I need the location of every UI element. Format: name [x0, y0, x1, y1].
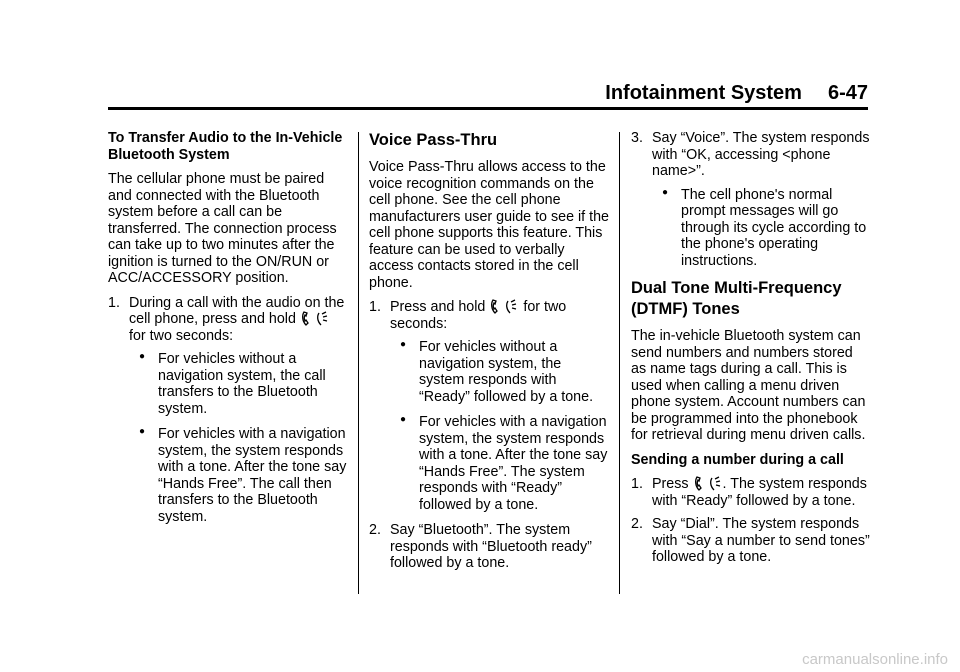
step-number: 2.	[631, 516, 643, 532]
bullet-text: For vehicles without a navigation system, the system responds with “Ready” followed by a tone.	[419, 339, 594, 405]
column-2	[369, 130, 609, 579]
voice-command-icon	[504, 299, 518, 315]
voice-command-icon	[708, 476, 722, 492]
page-header	[605, 82, 868, 105]
step-text: for two seconds:	[129, 327, 234, 344]
step-text: Say “Voice”. The system responds with “OK, accessing <phone name>”.	[652, 130, 870, 179]
bullet-dot: ●	[400, 414, 407, 425]
step-item	[631, 476, 871, 509]
column-1	[108, 130, 350, 534]
header-rule	[108, 107, 868, 110]
step-item	[369, 522, 609, 572]
column-divider-2	[619, 132, 620, 594]
watermark-text: carmanualsonline.info	[802, 651, 948, 668]
step-number: 1.	[369, 299, 381, 315]
bullet-text: For vehicles with a navigation system, the system responds with a tone. After the tone say “Hands Free”. The call then transfers to the Bluetooth system.	[158, 426, 347, 525]
step-number: 1.	[631, 476, 643, 492]
phone-handset-icon	[301, 311, 313, 327]
bullet-text: For vehicles without a navigation system, the call transfers to the Bluetooth system.	[158, 351, 326, 417]
step-item	[108, 295, 350, 345]
step-text: Press and hold	[390, 299, 486, 315]
bullet-text: For vehicles with a navigation system, the system responds with a tone. After the tone say “Hands Free”. The system responds with “Ready” followed by a tone.	[419, 414, 608, 513]
step-item	[631, 516, 871, 566]
phone-handset-icon	[694, 476, 706, 492]
subheading-transfer-audio: To Transfer Audio to the In-Vehicle Bluetooth System	[108, 130, 343, 163]
step-number: 2.	[369, 522, 381, 538]
step-text: for two seconds:	[390, 299, 567, 332]
paragraph-voice-pass-thru: Voice Pass-Thru allows access to the voice recognition commands on the cell phone. See the cell phone manufacturers user guide to see if the cell phone supports this feature. This feature can be used to verbally access contacts stored in the cell phone.	[369, 159, 610, 291]
bullet-item	[108, 351, 350, 417]
bullet-item	[369, 339, 609, 405]
step-text: During a call with the audio on the cell phone, press and hold	[129, 294, 345, 327]
bullet-dot: ●	[139, 351, 146, 362]
step-text: . The system responds with “Ready” followed by a tone.	[652, 476, 867, 509]
step-number: 1.	[108, 294, 120, 311]
subheading-sending-number: Sending a number during a call	[631, 451, 844, 468]
section-heading-voice-pass-thru: Voice Pass-Thru	[369, 131, 498, 149]
paragraph-dtmf: The in-vehicle Bluetooth system can send numbers and numbers stored as name tags during a call. This is used when calling a menu driven phone system. Account numbers can be programmed into the phonebook for retrieval during menu driven calls.	[631, 328, 866, 443]
page-number: 6-47	[827, 82, 868, 104]
step-text: Say “Dial”. The system responds with “Say a number to send tones” followed by a tone.	[652, 516, 870, 565]
voice-command-icon	[315, 311, 329, 327]
bullet-item	[631, 187, 871, 270]
step-item	[369, 299, 609, 332]
step-item	[631, 130, 871, 180]
column-3	[631, 130, 871, 573]
bullet-text: The cell phone's normal prompt messages will go through its cycle according to the phone's operating instructions.	[681, 186, 867, 269]
step-text: Say “Bluetooth”. The system responds with “Bluetooth ready” followed by a tone.	[390, 522, 592, 571]
bullet-dot: ●	[139, 426, 146, 437]
section-title: Infotainment System	[605, 82, 802, 104]
bullet-item	[108, 426, 350, 525]
step-text: Press	[652, 476, 689, 492]
section-heading-dtmf: Dual Tone Multi-Frequency (DTMF) Tones	[631, 279, 842, 318]
bullet-dot: ●	[662, 186, 669, 198]
phone-handset-icon	[490, 299, 502, 315]
column-divider-1	[358, 132, 359, 594]
bullet-item	[369, 414, 609, 513]
step-number: 3.	[631, 130, 643, 146]
paragraph-transfer-audio: The cellular phone must be paired and connected with the Bluetooth system before a call can be transferred. The connection process can take up to two minutes after the ignition is turned to the ON/RUN or ACC/ACCESSORY position.	[108, 171, 337, 286]
bullet-dot: ●	[400, 339, 407, 350]
